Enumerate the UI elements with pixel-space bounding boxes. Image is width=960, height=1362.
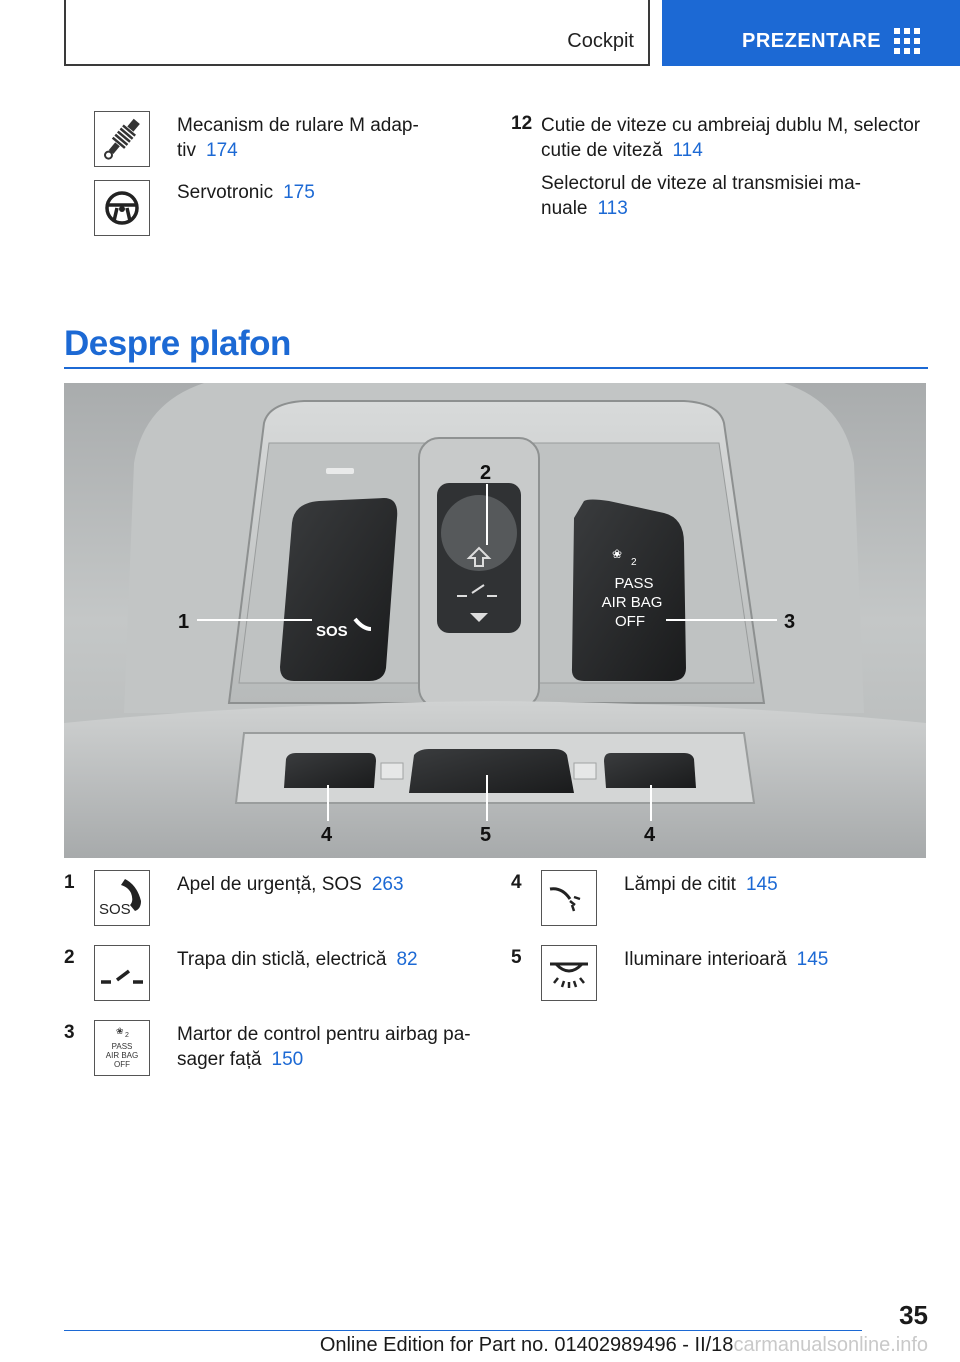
footer-edition-text: Online Edition for Part no. 01402989496 - II/18 <box>319 1334 734 1356</box>
section-title: Despre plafon <box>64 324 291 363</box>
glass-roof-icon <box>94 945 150 1001</box>
list-item-text-cont: tiv <box>177 140 196 161</box>
list-item-text: Mecanism de rulare M adap- <box>177 115 419 136</box>
airbag-icon-sub: 2 <box>125 1032 129 1039</box>
header-section-box <box>64 0 650 66</box>
legend-item-text: Martor de control pentru airbag pa- <box>177 1024 471 1045</box>
airbag-icon-line-3: OFF <box>114 1060 130 1069</box>
callout-2: 2 <box>480 462 492 484</box>
page-ref-link[interactable]: 263 <box>371 874 404 895</box>
legend-item-glass-roof <box>177 947 418 972</box>
callout-5: 5 <box>480 824 492 846</box>
steering-wheel-icon <box>94 180 150 236</box>
page-ref-link[interactable]: 82 <box>396 949 418 970</box>
page-ref-link[interactable]: 174 <box>206 140 238 161</box>
list-item-text: Servotronic <box>177 182 274 203</box>
legend-item-text-cont: sager față <box>177 1049 262 1070</box>
page-ref-link[interactable]: 145 <box>796 949 829 970</box>
airbag-sub-label: 2 <box>631 557 637 568</box>
section-divider <box>64 367 928 369</box>
legend-item-text: Apel de urgență, SOS <box>177 874 362 895</box>
page-ref-link[interactable]: 114 <box>672 140 703 161</box>
list-item-text-cont: cutie de viteză <box>541 140 663 161</box>
list-number: 12 <box>511 113 533 134</box>
airbag-icon-line-2: AIR BAG <box>105 1051 139 1060</box>
footer-divider <box>64 1330 862 1331</box>
overhead-console-photo <box>64 383 926 858</box>
passenger-airbag-off-icon <box>94 1020 150 1076</box>
svg-text:❀: ❀ <box>612 547 623 561</box>
callout-3: 3 <box>784 611 796 633</box>
footer-watermark: carmanualsonline.info <box>733 1334 928 1356</box>
shock-absorber-icon <box>94 111 150 167</box>
grid-icon[interactable] <box>894 28 920 54</box>
legend-number: 1 <box>64 872 75 893</box>
legend-item-reading-lamps <box>624 872 778 897</box>
list-item-text: Cutie de viteze cu ambreiaj dublu M, selector <box>541 115 921 136</box>
legend-item-sos <box>177 872 404 897</box>
legend-item-text: Lămpi de citit <box>624 874 736 895</box>
sos-call-icon <box>94 870 150 926</box>
airbag-icon-line-1: PASS <box>111 1042 133 1051</box>
page-ref-link[interactable]: 150 <box>271 1049 304 1070</box>
page-ref-link[interactable]: 175 <box>283 182 315 203</box>
list-item-text-cont: nuale <box>541 198 588 219</box>
legend-item-airbag <box>177 1022 471 1072</box>
legend-number: 4 <box>511 872 522 893</box>
footer-edition <box>320 1334 928 1357</box>
page-ref-link[interactable]: 113 <box>597 198 628 219</box>
legend-item-interior-light <box>624 947 828 972</box>
legend-number: 5 <box>511 947 522 968</box>
legend-item-text: Iluminare interioară <box>624 949 787 970</box>
list-item-manual-selector: Selectorul de viteze al transmisiei ma- <box>541 173 861 194</box>
legend-item-text: Trapa din sticlă, electrică <box>177 949 387 970</box>
chapter-tab[interactable] <box>662 0 960 66</box>
airbag-label-1: PASS <box>614 575 654 592</box>
sos-icon-text: SOS <box>99 901 131 918</box>
page-number: 35 <box>899 1300 928 1330</box>
reading-lamp-icon <box>541 870 597 926</box>
interior-light-icon <box>541 945 597 1001</box>
header-section-title: Cockpit <box>567 30 634 52</box>
list-item-gearbox <box>541 113 920 221</box>
list-item-servotronic <box>177 180 315 205</box>
callout-4-left: 4 <box>321 824 333 846</box>
list-item-m-chassis <box>177 113 419 163</box>
chapter-tab-label: PREZENTARE <box>742 30 882 52</box>
callout-1: 1 <box>178 611 190 633</box>
callout-4-right: 4 <box>644 824 656 846</box>
legend-number: 3 <box>64 1022 75 1043</box>
svg-text:❀: ❀ <box>116 1026 124 1036</box>
airbag-label-3: OFF <box>615 613 645 630</box>
airbag-label-2: AIR BAG <box>601 594 663 611</box>
sos-button-label: SOS <box>316 623 348 640</box>
legend-number: 2 <box>64 947 75 968</box>
page-ref-link[interactable]: 145 <box>745 874 778 895</box>
